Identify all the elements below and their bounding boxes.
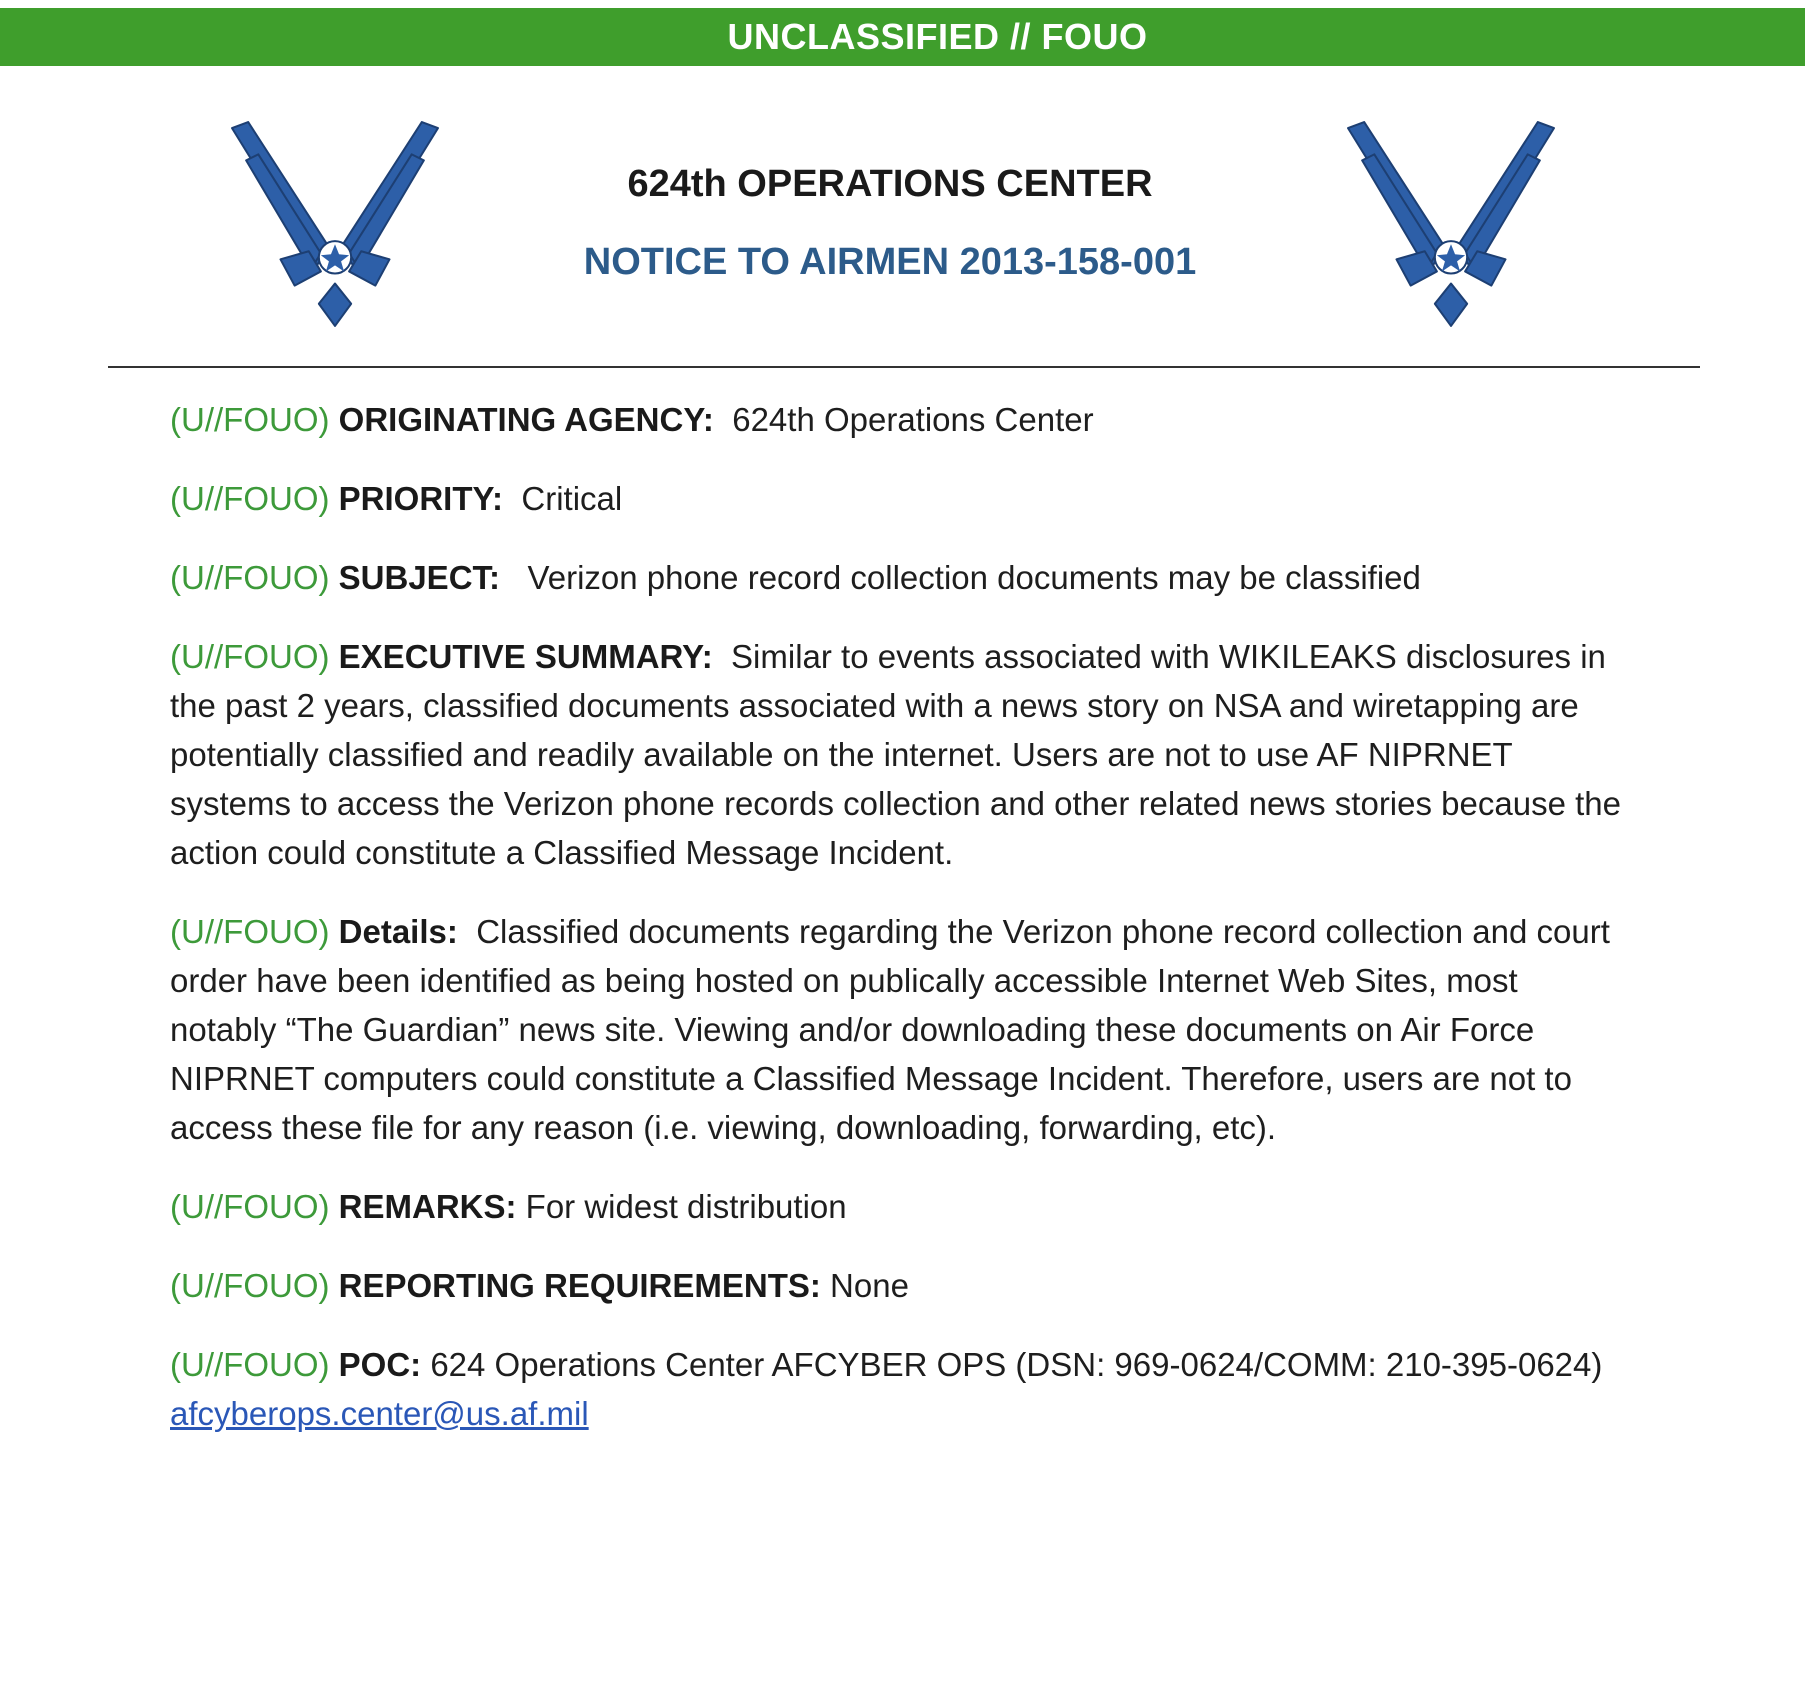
field-label: Details: <box>338 913 458 950</box>
field-label: PRIORITY: <box>338 480 504 517</box>
field-originating-agency <box>170 395 1630 444</box>
classification-marking: (U//FOUO) <box>170 559 330 596</box>
header-titles <box>480 155 1300 291</box>
field-value: 624th Operations Center <box>732 401 1094 438</box>
classification-marking: (U//FOUO) <box>170 1188 330 1225</box>
field-label: SUBJECT: <box>338 559 501 596</box>
field-executive-summary <box>170 632 1630 877</box>
field-value: Similar to events associated with WIKILEAKS disclosures in the past 2 years, classified documents associated with a news story on NSA and wiretapping are potentially classified and readily available on the internet. Users are not to use AF NIPRNET systems to access the Verizon phone records collection and other related news stories because the action could constitute a Classified Message Incident. <box>170 638 1621 871</box>
classification-marking: (U//FOUO) <box>170 638 330 675</box>
field-poc <box>170 1340 1630 1438</box>
classification-banner <box>0 8 1805 66</box>
field-label: REMARKS: <box>338 1188 517 1225</box>
poc-email-link[interactable]: afcyberops.center@us.af.mil <box>170 1395 589 1432</box>
field-label: EXECUTIVE SUMMARY: <box>338 638 713 675</box>
notice-number-title: NOTICE TO AIRMEN 2013-158-001 <box>583 241 1197 283</box>
classification-marking: (U//FOUO) <box>170 401 330 438</box>
field-remarks <box>170 1182 1630 1231</box>
header-divider <box>108 366 1700 368</box>
field-value: Classified documents regarding the Verizon phone record collection and court order have been identified as being hosted on publically accessible Internet Web Sites, most notably “The Guardian” news site. Viewing and/or downloading these documents on Air Force NIPRNET computers could constitute a Classified Message Incident. Therefore, users are not to access these file for any reason (i.e. viewing, downloading, forwarding, etc). <box>170 913 1610 1146</box>
field-label: REPORTING REQUIREMENTS: <box>338 1267 821 1304</box>
field-value: Verizon phone record collection documents may be classified <box>527 559 1421 596</box>
field-subject <box>170 553 1630 602</box>
classification-marking: (U//FOUO) <box>170 480 330 517</box>
field-reporting-requirements <box>170 1261 1630 1310</box>
page-title: 624th OPERATIONS CENTER <box>627 163 1153 205</box>
field-value: Critical <box>521 480 623 517</box>
classification-marking: (U//FOUO) <box>170 913 330 950</box>
field-priority <box>170 474 1630 523</box>
field-value: None <box>830 1267 909 1304</box>
field-label: ORIGINATING AGENCY: <box>338 401 714 438</box>
classification-marking: (U//FOUO) <box>170 1346 330 1383</box>
classification-banner-text: UNCLASSIFIED // FOUO <box>727 16 1148 57</box>
field-label: POC: <box>338 1346 422 1383</box>
classification-marking: (U//FOUO) <box>170 1267 330 1304</box>
field-value: For widest distribution <box>525 1188 847 1225</box>
notice-body <box>170 395 1630 1468</box>
field-value: 624 Operations Center AFCYBER OPS (DSN: 969-0624/COMM: 210-395-0624) <box>430 1346 1603 1383</box>
field-details <box>170 907 1630 1152</box>
air-force-symbol-icon <box>1338 118 1564 330</box>
air-force-symbol-icon <box>222 118 448 330</box>
